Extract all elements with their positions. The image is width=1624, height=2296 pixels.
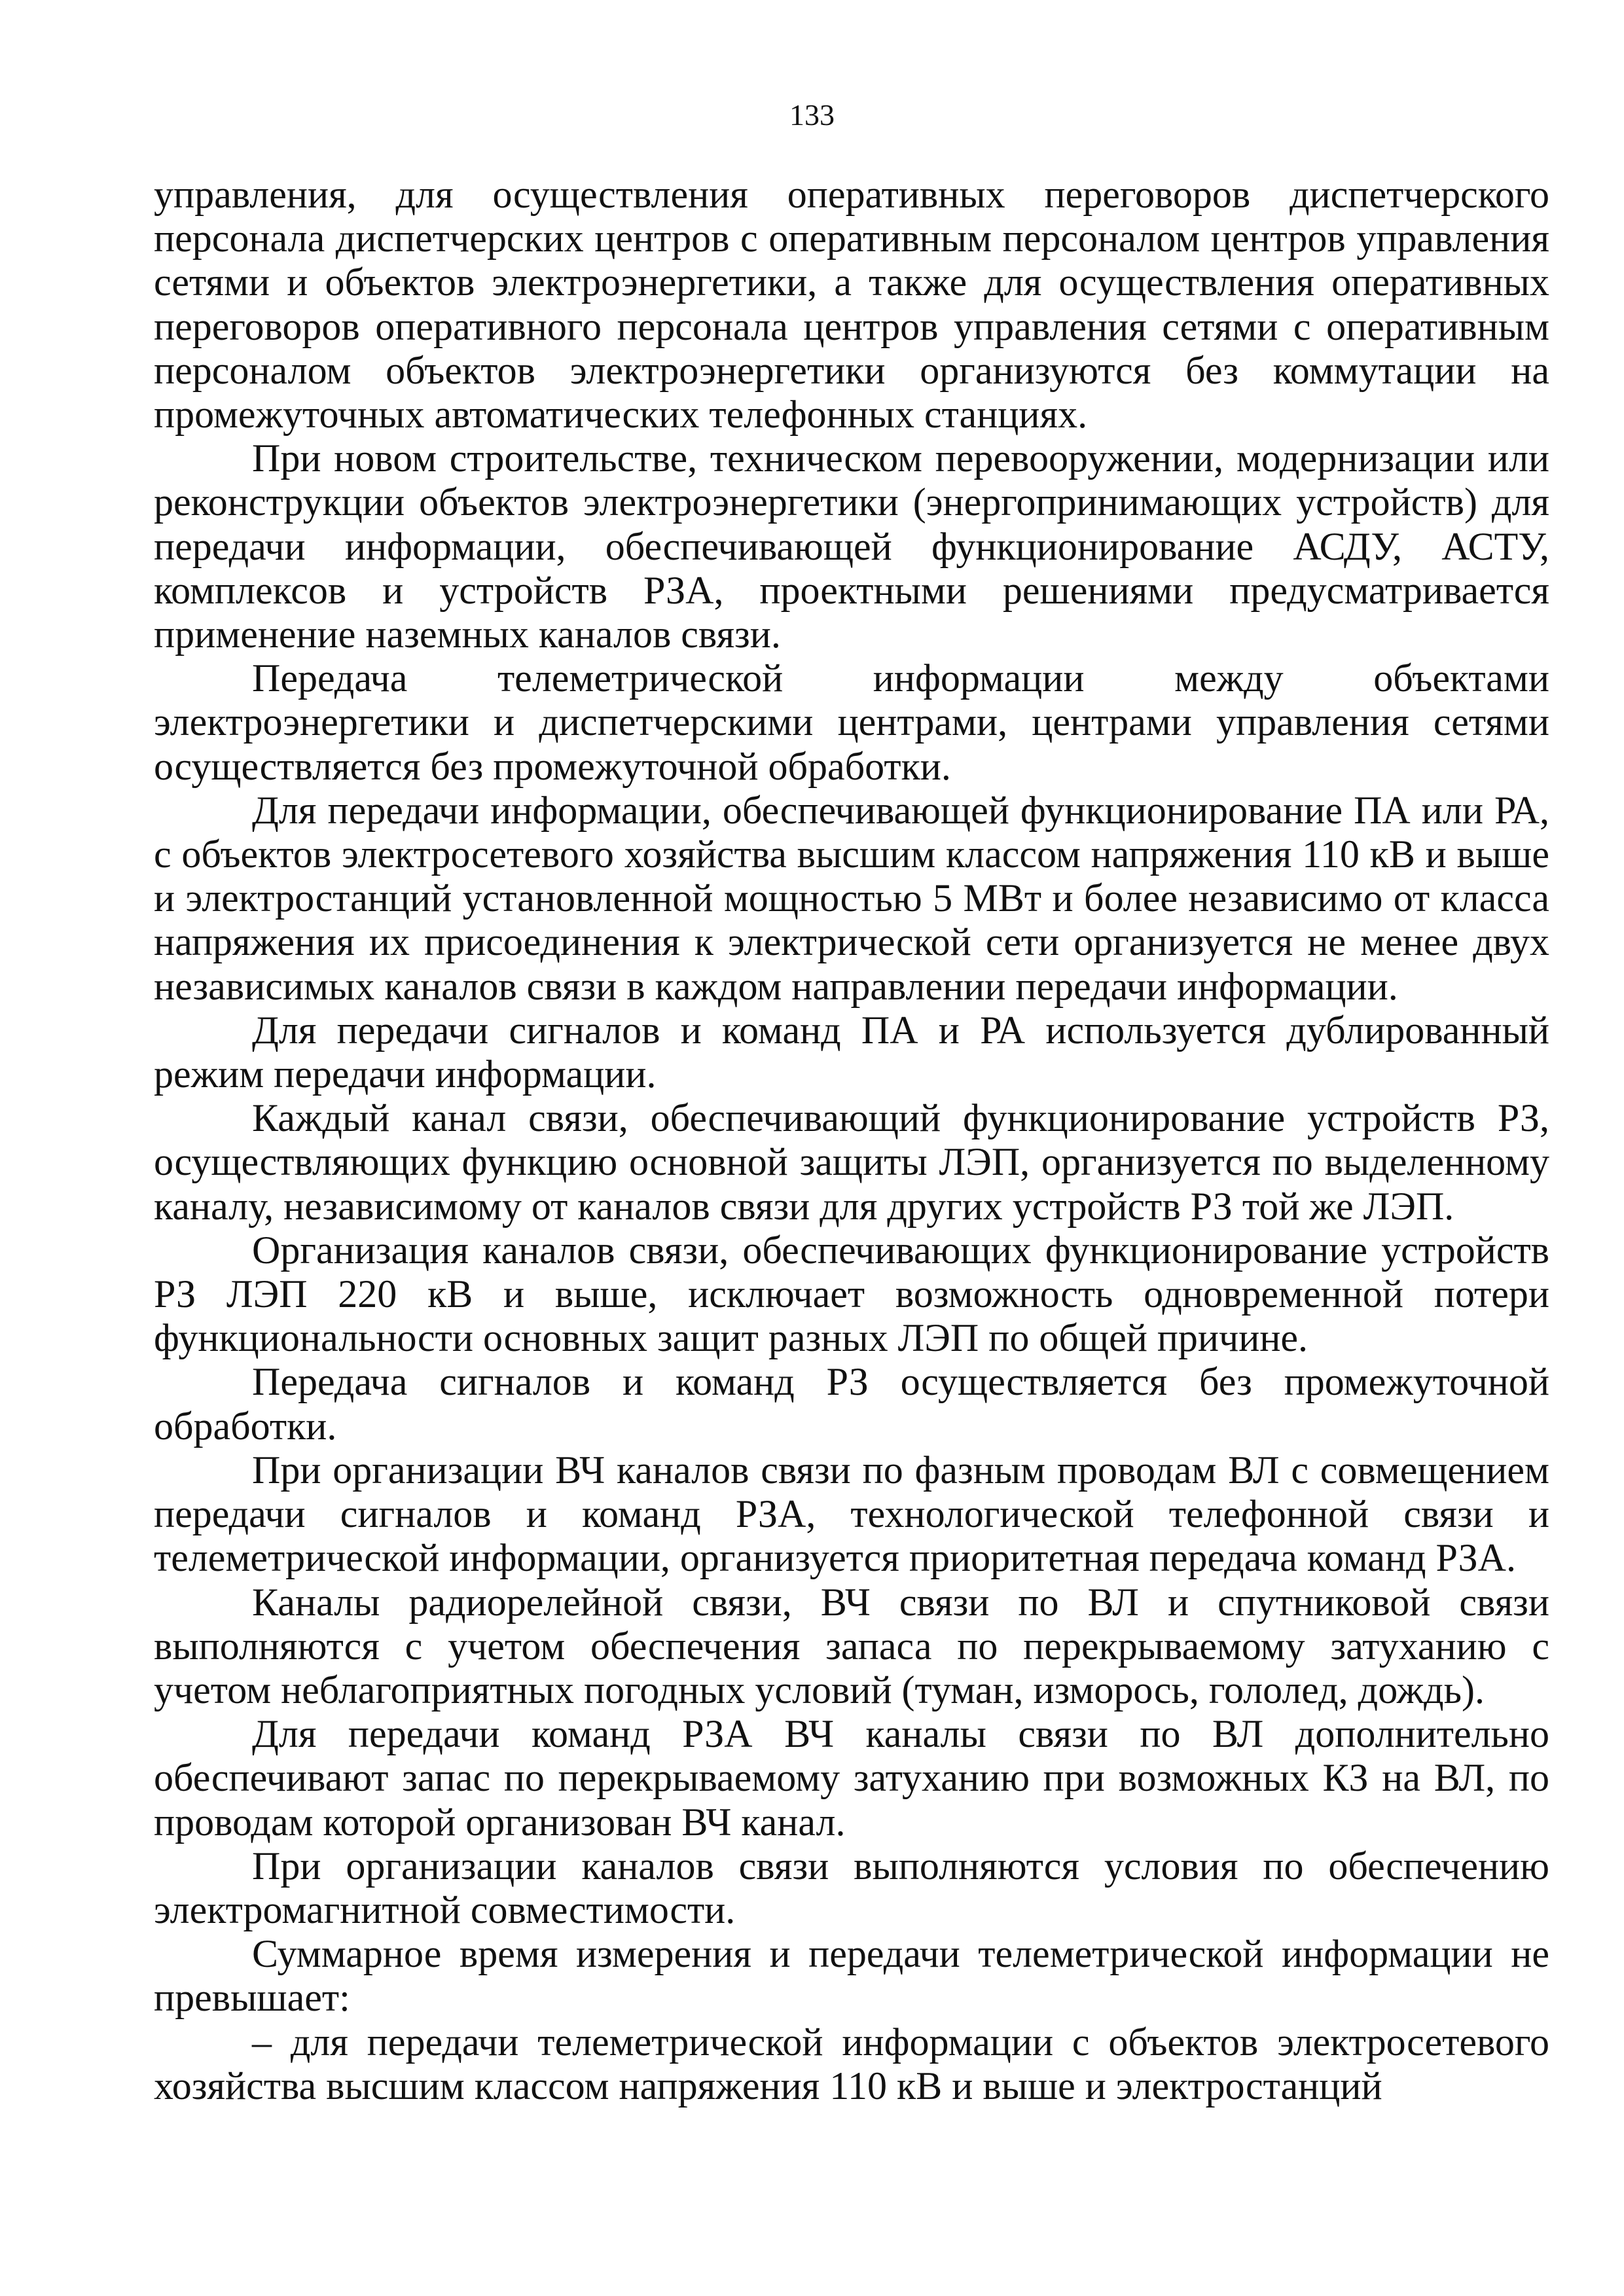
page-number: 133	[789, 98, 835, 132]
paragraph: Для передачи команд РЗА ВЧ каналы связи по ВЛ дополнительно обеспечивают запас по перекрываемому затуханию при возможных КЗ на ВЛ, по проводам которой организован ВЧ канал.	[154, 1712, 1549, 1844]
paragraph: Каналы радиорелейной связи, ВЧ связи по ВЛ и спутниковой связи выполняются с учетом обеспечения запаса по перекрываемому затуханию с учетом неблагоприятных погодных условий (туман, изморось, гололед, дождь).	[154, 1580, 1549, 1712]
paragraph: При организации ВЧ каналов связи по фазным проводам ВЛ с совмещением передачи сигналов и команд РЗА, технологической телефонной связи и телеметрической информации, организуется приоритетная передача команд РЗА.	[154, 1448, 1549, 1580]
document-body	[154, 173, 1549, 2108]
paragraph: Передача сигналов и команд РЗ осуществляется без промежуточной обработки.	[154, 1360, 1549, 1448]
paragraph: Организация каналов связи, обеспечивающих функционирование устройств РЗ ЛЭП 220 кВ и выше, исключает возможность одновременной потери функциональности основных защит разных ЛЭП по общей причине.	[154, 1228, 1549, 1360]
paragraph: При новом строительстве, техническом перевооружении, модернизации или реконструкции объектов электроэнергетики (энергопринимающих устройств) для передачи информации, обеспечивающей функционирование АСДУ, АСТУ, комплексов и устройств РЗА, проектными решениями предусматривается применение наземных каналов связи.	[154, 437, 1549, 656]
paragraph: Для передачи информации, обеспечивающей функционирование ПА или РА, с объектов электросетевого хозяйства высшим классом напряжения 110 кВ и выше и электростанций установленной мощностью 5 МВт и более независимо от класса напряжения их присоединения к электрической сети организуется не менее двух независимых каналов связи в каждом направлении передачи информации.	[154, 788, 1549, 1008]
paragraph: Каждый канал связи, обеспечивающий функционирование устройств РЗ, осуществляющих функцию основной защиты ЛЭП, организуется по выделенному каналу, независимому от каналов связи для других устройств РЗ той же ЛЭП.	[154, 1096, 1549, 1228]
paragraph: Передача телеметрической информации между объектами электроэнергетики и диспетчерскими центрами, центрами управления сетями осуществляется без промежуточной обработки.	[154, 656, 1549, 788]
paragraph: Суммарное время измерения и передачи телеметрической информации не превышает:	[154, 1932, 1549, 2020]
list-item-dash: – для передачи телеметрической информации с объектов электросетевого хозяйства высшим классом напряжения 110 кВ и выше и электростанций	[154, 2020, 1549, 2108]
paragraph-continuation: управления, для осуществления оперативных переговоров диспетчерского персонала диспетчерских центров с оперативным персоналом центров управления сетями и объектов электроэнергетики, а также для осуществления оперативных переговоров оперативного персонала центров управления сетями с оперативным персоналом объектов электроэнергетики организуются без коммутации на промежуточных автоматических телефонных станциях.	[154, 173, 1549, 437]
paragraph: При организации каналов связи выполняются условия по обеспечению электромагнитной совместимости.	[154, 1844, 1549, 1931]
paragraph: Для передачи сигналов и команд ПА и РА используется дублированный режим передачи информации.	[154, 1008, 1549, 1096]
